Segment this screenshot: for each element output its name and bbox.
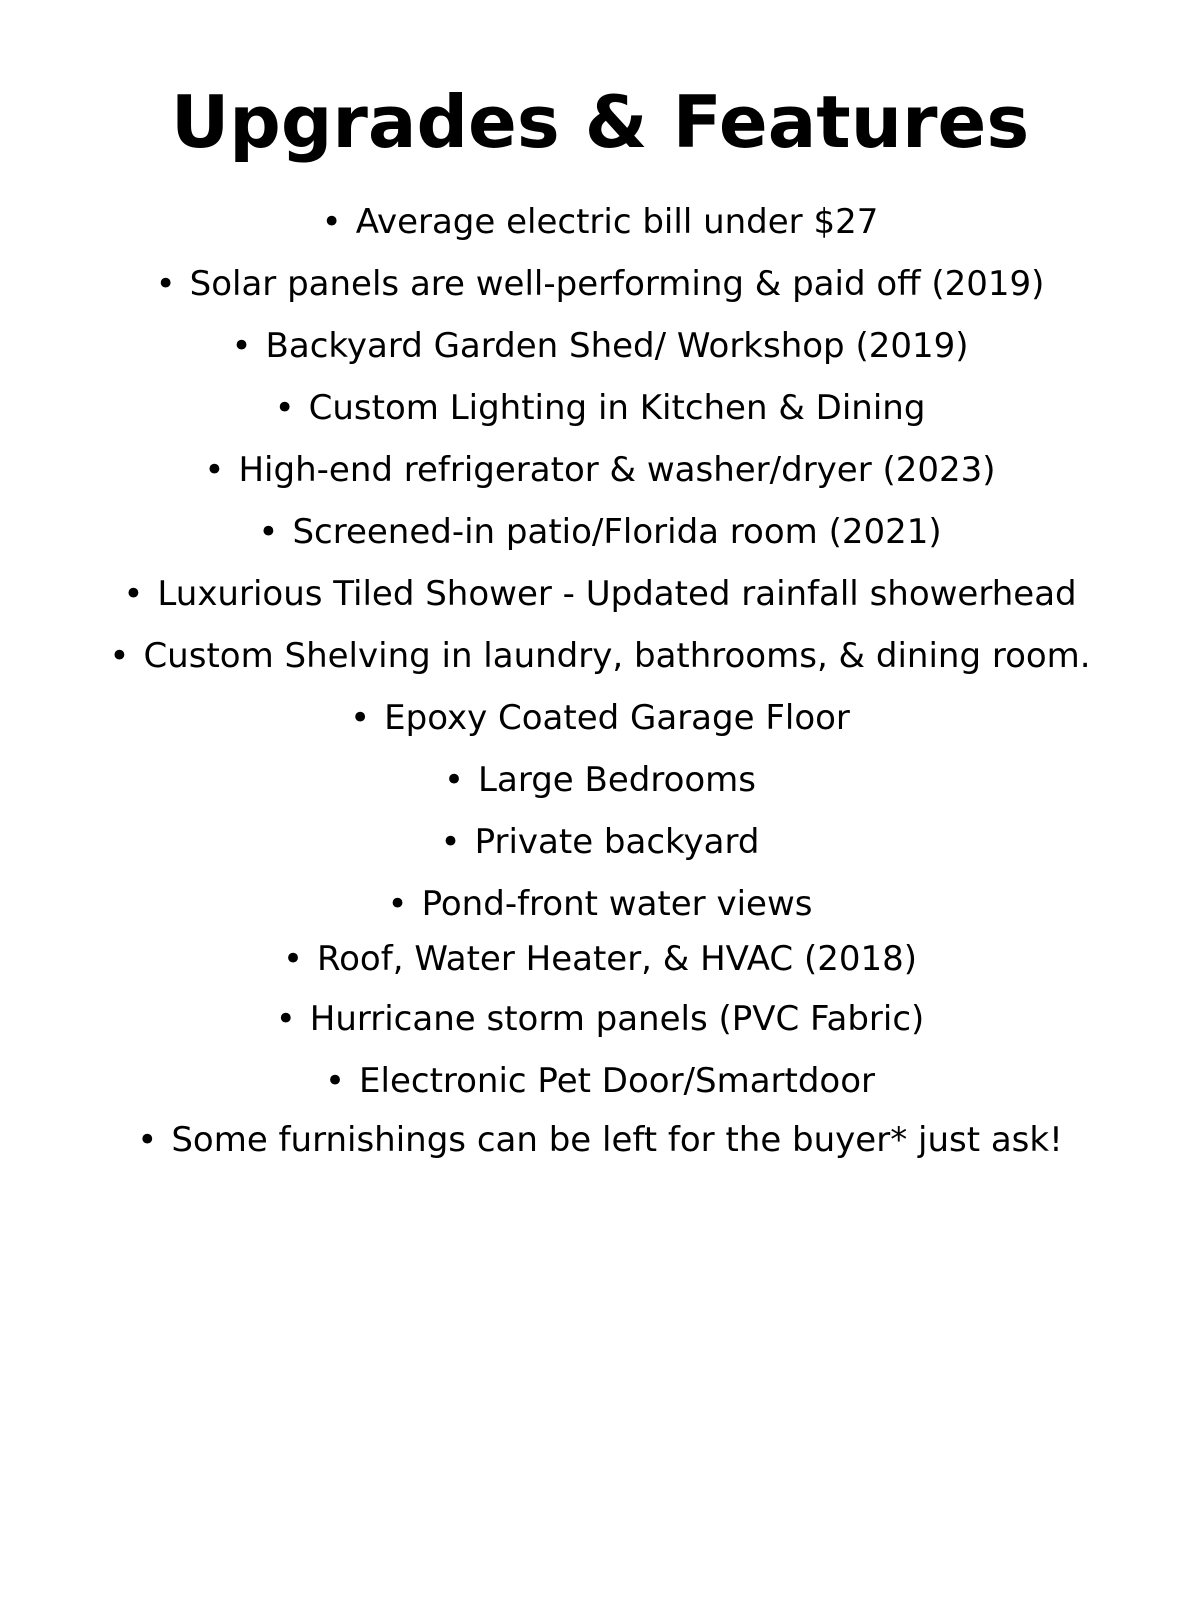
bullet-icon: •: [258, 512, 279, 552]
feature-text: Large Bedrooms: [478, 760, 757, 800]
list-item: [0, 448, 1200, 492]
list-item: [0, 262, 1200, 306]
list-item: [0, 758, 1200, 802]
list-item: [0, 997, 1200, 1041]
list-item: [0, 572, 1200, 616]
page-title: Upgrades & Features: [170, 80, 1030, 164]
bullet-icon: •: [440, 822, 461, 862]
bullet-icon: •: [137, 1120, 158, 1160]
bullet-icon: •: [204, 450, 225, 490]
bullet-icon: •: [387, 884, 408, 924]
feature-text: Luxurious Tiled Shower - Updated rainfall showerhead: [157, 574, 1077, 614]
feature-text: Average electric bill under $27: [355, 202, 879, 242]
bullet-icon: •: [231, 326, 252, 366]
list-item: [0, 882, 1200, 926]
feature-text: Roof, Water Heater, & HVAC (2018): [317, 939, 918, 979]
list-item: [0, 820, 1200, 864]
feature-text: Private backyard: [474, 822, 760, 862]
bullet-icon: •: [321, 202, 342, 242]
bullet-icon: •: [324, 1061, 346, 1101]
feature-text: Pond-front water views: [421, 884, 813, 924]
feature-text: Some furnishings can be left for the buyer* just ask!: [171, 1120, 1063, 1160]
bullet-icon: •: [109, 636, 130, 676]
list-item: [0, 386, 1200, 430]
list-item: [0, 1118, 1200, 1162]
bullet-icon: •: [123, 574, 144, 614]
list-item: [0, 1059, 1200, 1103]
feature-text: Custom Lighting in Kitchen & Dining: [308, 388, 926, 428]
bullet-icon: •: [282, 939, 304, 979]
list-item: [0, 937, 1200, 981]
bullet-icon: •: [275, 999, 296, 1039]
feature-text: Screened-in patio/Florida room (2021): [292, 512, 942, 552]
feature-text: High-end refrigerator & washer/dryer (2023): [238, 450, 996, 490]
bullet-icon: •: [443, 760, 465, 800]
list-item: [0, 696, 1200, 740]
feature-text: Backyard Garden Shed/ Workshop (2019): [265, 326, 969, 366]
list-item: [0, 324, 1200, 368]
bullet-icon: •: [274, 388, 295, 428]
list-item: [0, 200, 1200, 244]
feature-text: Epoxy Coated Garage Floor: [384, 698, 850, 738]
feature-text: Electronic Pet Door/Smartdoor: [359, 1061, 876, 1101]
bullet-icon: •: [350, 698, 371, 738]
feature-text: Hurricane storm panels (PVC Fabric): [309, 999, 925, 1039]
list-item: [0, 634, 1200, 678]
feature-text: Custom Shelving in laundry, bathrooms, & dining room.: [143, 636, 1091, 676]
feature-text: Solar panels are well-performing & paid off (2019): [189, 264, 1045, 304]
list-item: [0, 510, 1200, 554]
bullet-icon: •: [155, 264, 176, 304]
